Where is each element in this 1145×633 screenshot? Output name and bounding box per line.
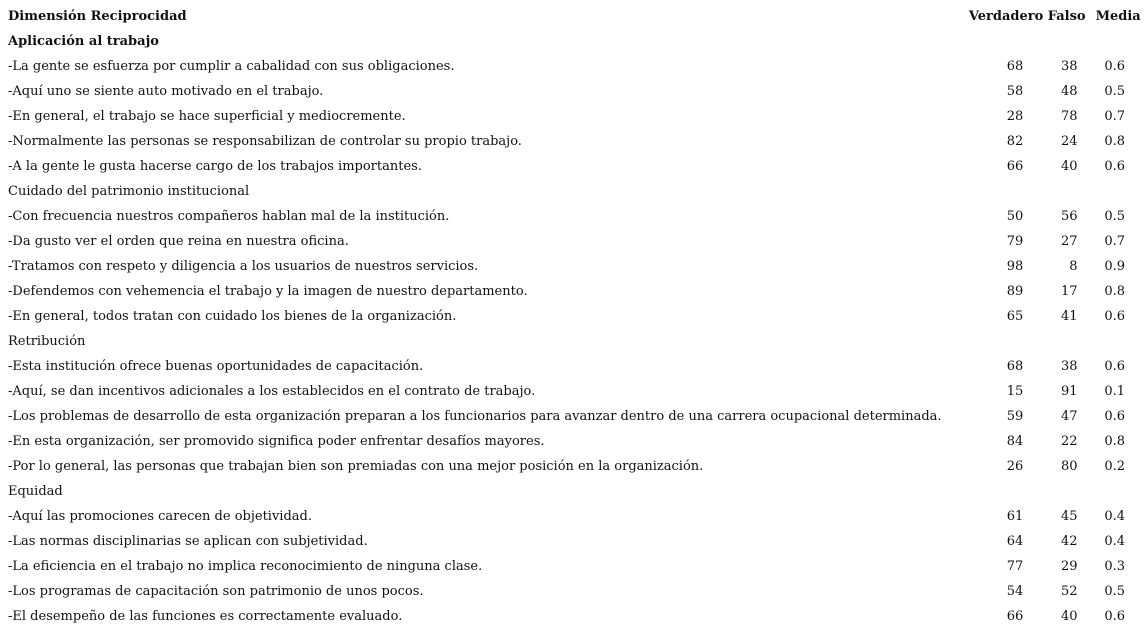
- item-text: -Defendemos con vehemencia el trabajo y la imagen de nuestro departamento.: [8, 284, 528, 299]
- table-body: [0, 29, 1145, 629]
- false-count: 80: [1061, 459, 1078, 474]
- item-text: -El desempeño de las funciones es correctamente evaluado.: [8, 609, 403, 624]
- empty-cell: [1047, 179, 1089, 204]
- reciprocity-table: [0, 4, 1145, 629]
- mean-value: 0.6: [1104, 609, 1125, 624]
- true-count: 64: [1006, 534, 1024, 549]
- item-text: -Los programas de capacitación son patrimonio de unos pocos.: [8, 584, 424, 599]
- item-text: -En general, el trabajo se hace superficial y mediocremente.: [8, 109, 406, 124]
- true-count: 59: [1006, 409, 1024, 424]
- item-text: -Por lo general, las personas que trabajan bien son premiadas con una mejor posición en la organización.: [8, 459, 704, 474]
- mean-value: 0.9: [1104, 259, 1125, 274]
- false-count: 45: [1061, 509, 1078, 524]
- true-count: 68: [1006, 359, 1024, 374]
- false-count: 17: [1061, 284, 1078, 299]
- table-row: [0, 129, 1145, 154]
- section-header-row: [0, 179, 1145, 204]
- true-count: 50: [1006, 209, 1024, 224]
- empty-cell: [965, 179, 1048, 204]
- false-count: 40: [1061, 609, 1078, 624]
- mean-value: 0.6: [1104, 59, 1125, 74]
- empty-cell: [965, 479, 1048, 504]
- item-text: -La gente se esfuerza por cumplir a cabalidad con sus obligaciones.: [8, 59, 455, 74]
- table-row: [0, 229, 1145, 254]
- false-count: 27: [1061, 234, 1078, 249]
- table-row: [0, 579, 1145, 604]
- table-header-row: [0, 4, 1145, 29]
- mean-value: 0.2: [1104, 459, 1125, 474]
- true-count: 61: [1006, 509, 1024, 524]
- empty-cell: [965, 329, 1048, 354]
- true-count: 68: [1006, 59, 1024, 74]
- true-count: 82: [1006, 134, 1024, 149]
- true-count: 26: [1006, 459, 1024, 474]
- false-count: 22: [1061, 434, 1078, 449]
- item-text: -Esta institución ofrece buenas oportunidades de capacitación.: [8, 359, 424, 374]
- item-text: -Tratamos con respeto y diligencia a los usuarios de nuestros servicios.: [8, 259, 479, 274]
- true-count: 65: [1006, 309, 1024, 324]
- section-title: Aplicación al trabajo: [8, 34, 159, 49]
- item-text: -Las normas disciplinarias se aplican con subjetividad.: [8, 534, 368, 549]
- table-row: [0, 279, 1145, 304]
- item-text: -En general, todos tratan con cuidado los bienes de la organización.: [8, 309, 457, 324]
- false-count: 48: [1061, 84, 1078, 99]
- true-count: 54: [1006, 584, 1024, 599]
- item-text: -La eficiencia en el trabajo no implica reconocimiento de ninguna clase.: [8, 559, 483, 574]
- header-dimension: Dimensión Reciprocidad: [8, 9, 187, 24]
- mean-value: 0.6: [1104, 309, 1125, 324]
- empty-cell: [1047, 29, 1089, 54]
- item-text: -En esta organización, ser promovido significa poder enfrentar desafíos mayores.: [8, 434, 545, 449]
- table-row: [0, 354, 1145, 379]
- mean-value: 0.7: [1104, 234, 1125, 249]
- empty-cell: [1047, 329, 1089, 354]
- table-row: [0, 429, 1145, 454]
- table-row: [0, 554, 1145, 579]
- true-count: 28: [1006, 109, 1024, 124]
- table-row: [0, 504, 1145, 529]
- true-count: 58: [1006, 84, 1024, 99]
- item-text: -Normalmente las personas se responsabilizan de controlar su propio trabajo.: [8, 134, 522, 149]
- table-row: [0, 254, 1145, 279]
- mean-value: 0.1: [1104, 384, 1125, 399]
- table-row: [0, 54, 1145, 79]
- item-text: -Da gusto ver el orden que reina en nuestra oficina.: [8, 234, 349, 249]
- section-title: Cuidado del patrimonio institucional: [8, 184, 250, 199]
- mean-value: 0.5: [1104, 84, 1125, 99]
- false-count: 41: [1061, 309, 1078, 324]
- mean-value: 0.6: [1104, 159, 1125, 174]
- mean-value: 0.4: [1104, 534, 1125, 549]
- false-count: 42: [1061, 534, 1078, 549]
- false-count: 40: [1061, 159, 1078, 174]
- true-count: 98: [1006, 259, 1024, 274]
- empty-cell: [1047, 479, 1089, 504]
- false-count: 38: [1061, 59, 1078, 74]
- section-title: Retribución: [8, 334, 86, 349]
- table-row: [0, 454, 1145, 479]
- header-false: Falso: [1047, 9, 1086, 24]
- item-text: -A la gente le gusta hacerse cargo de los trabajos importantes.: [8, 159, 422, 174]
- table-row: [0, 404, 1145, 429]
- item-text: -Aquí las promociones carecen de objetividad.: [8, 509, 312, 524]
- section-header-row: [0, 29, 1145, 54]
- table-row: [0, 604, 1145, 629]
- false-count: 56: [1061, 209, 1078, 224]
- mean-value: 0.8: [1104, 134, 1125, 149]
- mean-value: 0.6: [1104, 409, 1125, 424]
- table-row: [0, 529, 1145, 554]
- item-text: -Con frecuencia nuestros compañeros hablan mal de la institución.: [8, 209, 450, 224]
- table-row: [0, 79, 1145, 104]
- empty-cell: [1090, 479, 1145, 504]
- mean-value: 0.5: [1104, 209, 1125, 224]
- false-count: 29: [1061, 559, 1078, 574]
- false-count: 24: [1061, 134, 1078, 149]
- mean-value: 0.8: [1104, 434, 1125, 449]
- section-title: Equidad: [8, 484, 63, 499]
- table-row: [0, 104, 1145, 129]
- table-row: [0, 304, 1145, 329]
- mean-value: 0.3: [1104, 559, 1125, 574]
- false-count: 91: [1061, 384, 1078, 399]
- true-count: 89: [1006, 284, 1024, 299]
- mean-value: 0.6: [1104, 359, 1125, 374]
- empty-cell: [1090, 29, 1145, 54]
- mean-value: 0.8: [1104, 284, 1125, 299]
- mean-value: 0.4: [1104, 509, 1125, 524]
- header-mean: Media: [1095, 9, 1141, 24]
- empty-cell: [1090, 179, 1145, 204]
- empty-cell: [1090, 329, 1145, 354]
- item-text: -Aquí, se dan incentivos adicionales a los establecidos en el contrato de trabajo.: [8, 384, 536, 399]
- table-row: [0, 379, 1145, 404]
- true-count: 84: [1006, 434, 1024, 449]
- false-count: 47: [1061, 409, 1078, 424]
- empty-cell: [965, 29, 1048, 54]
- mean-value: 0.5: [1104, 584, 1125, 599]
- header-true: Verdadero: [968, 9, 1044, 24]
- false-count: 8: [1069, 259, 1078, 274]
- true-count: 77: [1006, 559, 1024, 574]
- section-header-row: [0, 329, 1145, 354]
- true-count: 15: [1006, 384, 1024, 399]
- item-text: -Aquí uno se siente auto motivado en el trabajo.: [8, 84, 324, 99]
- true-count: 66: [1006, 609, 1024, 624]
- table-row: [0, 154, 1145, 179]
- item-text: -Los problemas de desarrollo de esta organización preparan a los funcionarios para avanzar dentro de una carrera ocupacional determinada.: [8, 409, 942, 424]
- table-row: [0, 204, 1145, 229]
- false-count: 38: [1061, 359, 1078, 374]
- mean-value: 0.7: [1104, 109, 1125, 124]
- true-count: 66: [1006, 159, 1024, 174]
- true-count: 79: [1006, 234, 1024, 249]
- false-count: 78: [1061, 109, 1078, 124]
- false-count: 52: [1061, 584, 1078, 599]
- section-header-row: [0, 479, 1145, 504]
